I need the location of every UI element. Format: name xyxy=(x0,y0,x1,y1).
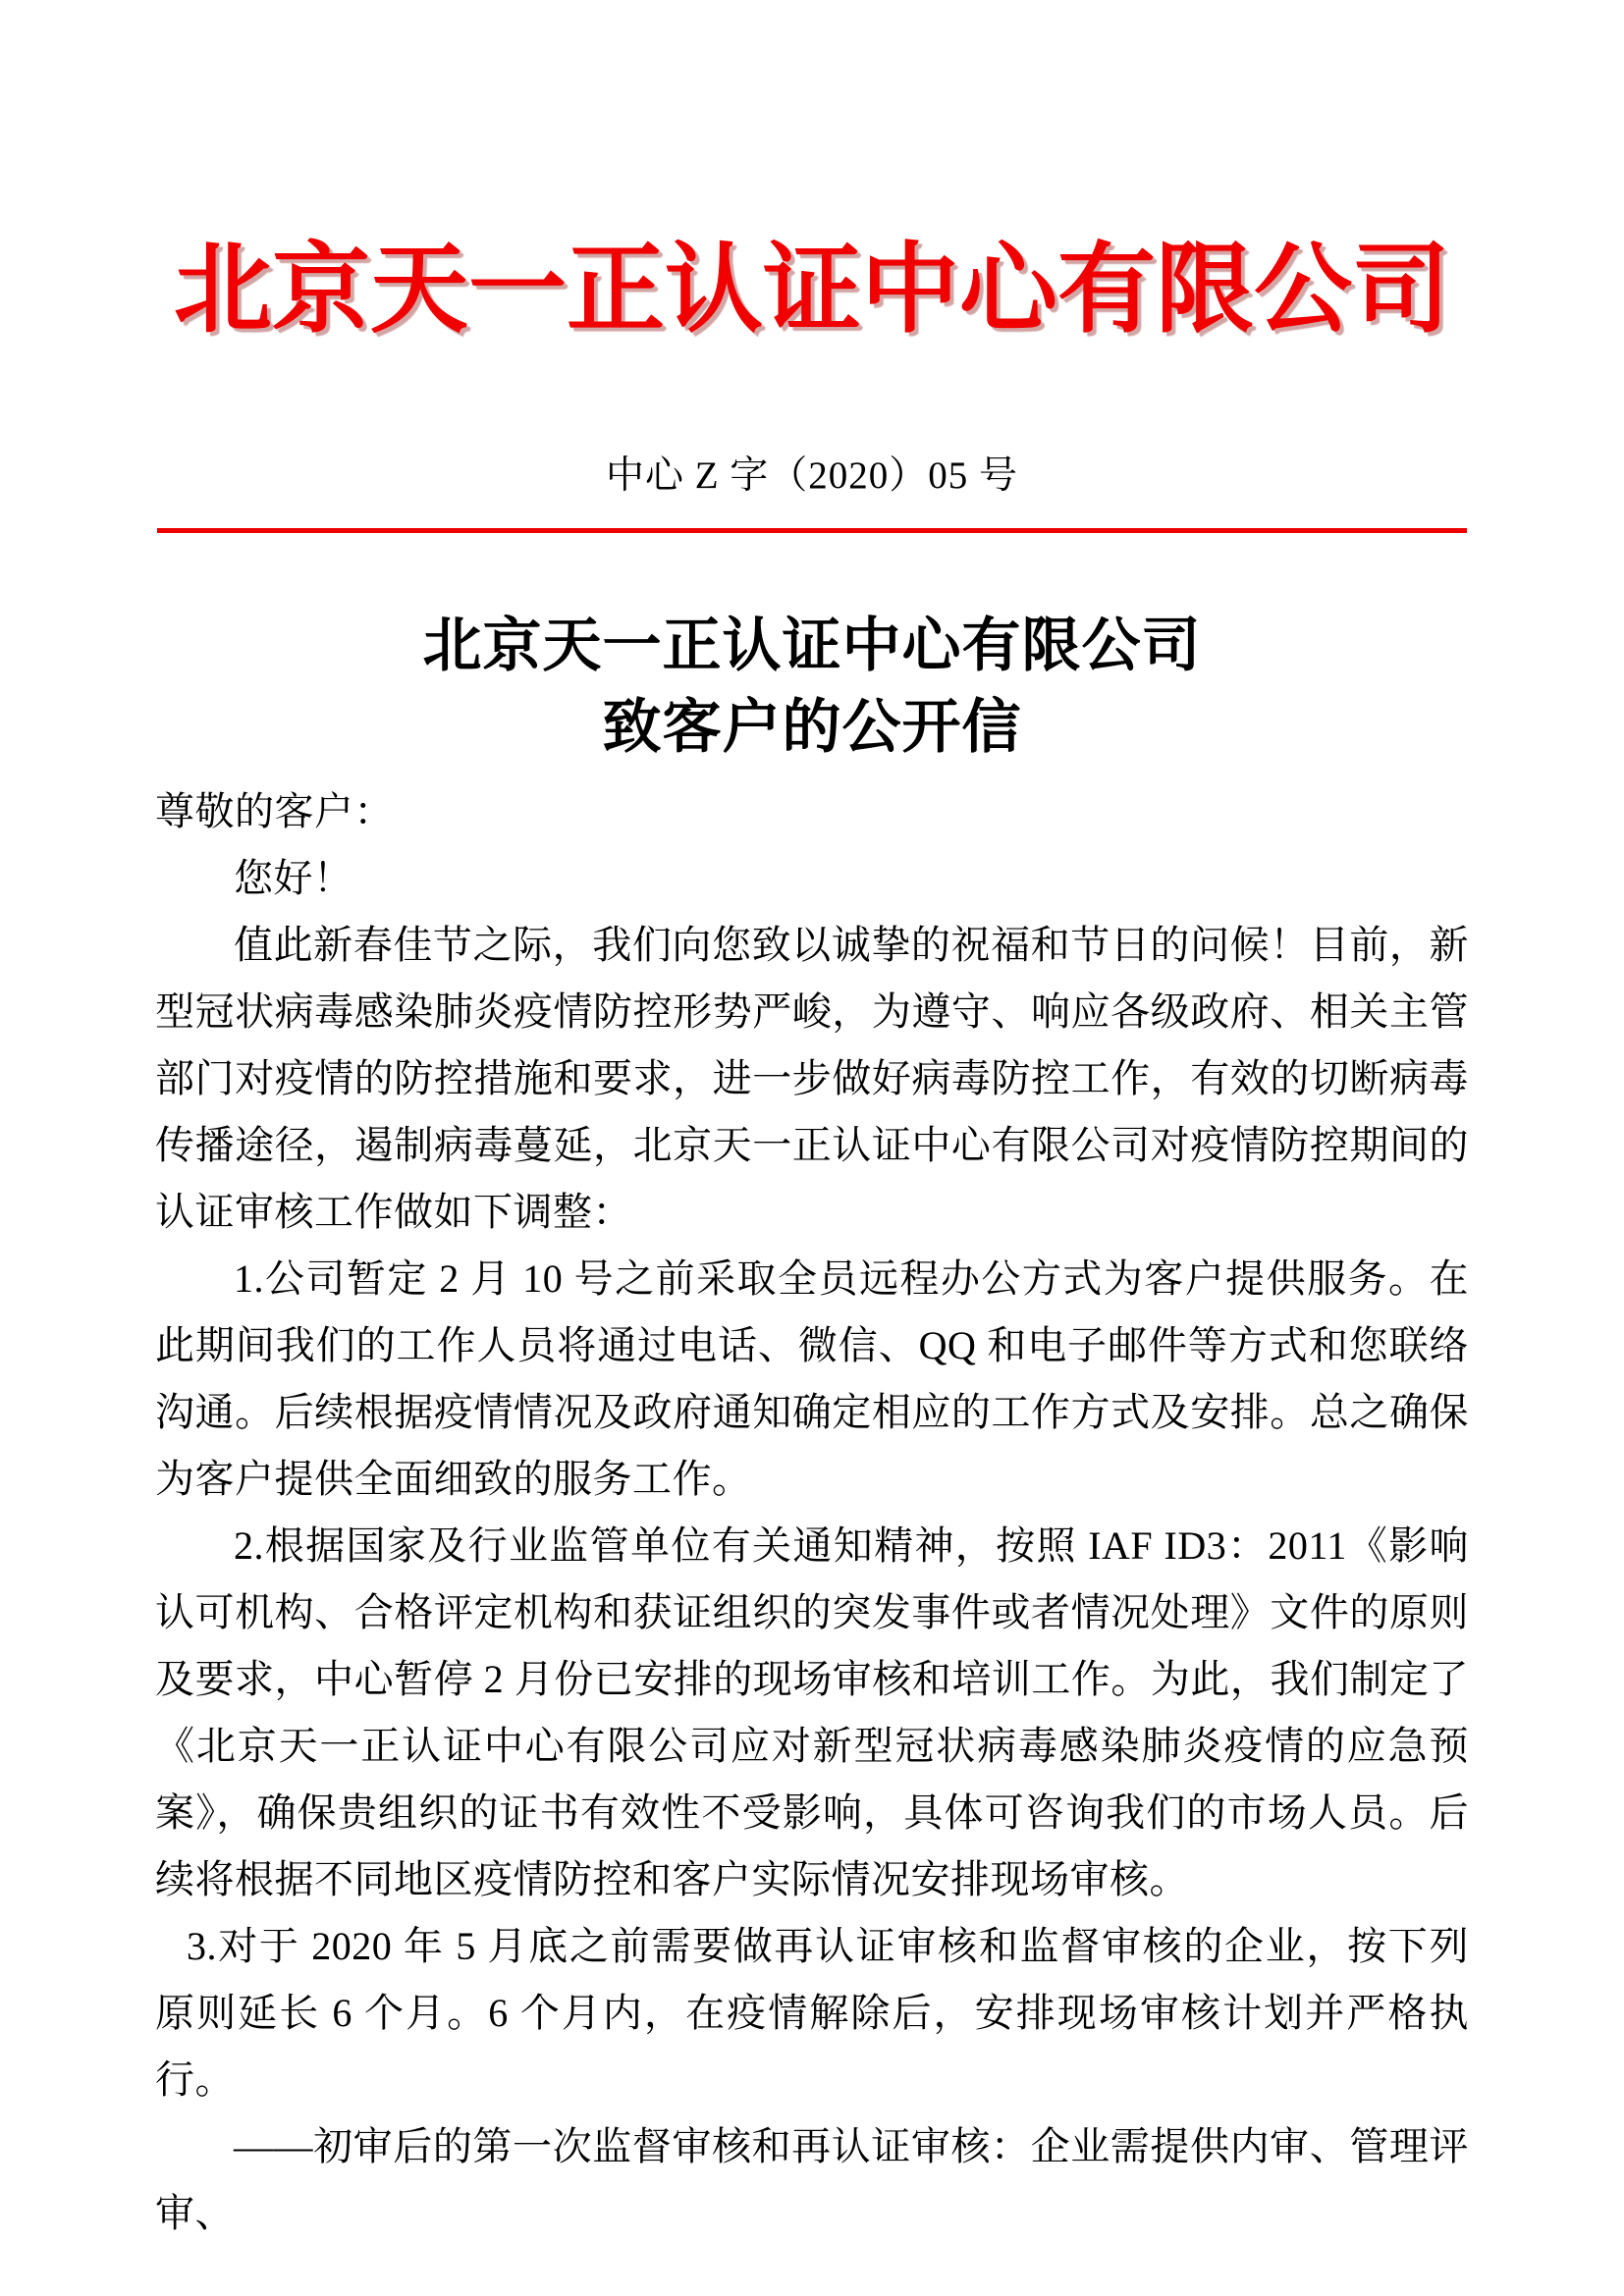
letter-title-line1: 北京天一正认证中心有限公司 xyxy=(422,614,1202,678)
letter-paragraph-5: 2.根据国家及行业监管单位有关通知精神，按照 IAF ID3：2011《影响认可机构、合格评定机构和获证组织的突发事件或者情况处理》文件的原则及要求，中心暂停 2 月份已安排的现场审核和培训工作。为此，我们制定了《北京天一正认证中心有限公司应对新型冠状病毒感染肺炎疫情的应急预案》，确保贵组织的证书有效性不受影响，具体可咨询我们的市场人员。后续将根据不同地区疫情防控和客户实际情况安排现场审核。 xyxy=(155,1523,1469,1901)
letter-paragraph-2: 您好！ xyxy=(234,856,353,900)
letter-paragraph-3: 值此新春佳节之际，我们向您致以诚挚的祝福和节日的问候！目前，新型冠状病毒感染肺炎疫情防控形势严峻，为遵守、响应各级政府、相关主管部门对疫情的防控措施和要求，进一步做好病毒防控工作，有效的切断病毒传播途径，遏制病毒蔓延，北京天一正认证中心有限公司对疫情防控期间的认证审核工作做如下调整： xyxy=(155,923,1469,1234)
letter-title-line2: 致客户的公开信 xyxy=(602,695,1022,760)
letterhead-company-name: 北京天一正认证中心有限公司 xyxy=(174,231,1450,347)
letterhead-divider-rule xyxy=(157,528,1467,533)
letter-paragraph-4: 1.公司暂定 2 月 10 号之前采取全员远程办公方式为客户提供服务。在此期间我们的工作人员将通过电话、微信、QQ 和电子邮件等方式和您联络沟通。后续根据疫情情况及政府通知确定相应的工作方式及安排。总之确保为客户提供全面细致的服务工作。 xyxy=(155,1256,1469,1501)
letter-title xyxy=(0,606,1624,769)
letter-paragraph-6: 3.对于 2020 年 5 月底之前需要做再认证审核和监督审核的企业，按下列原则延长 6 个月。6 个月内，在疫情解除后，安排现场审核计划并严格执行。 xyxy=(155,1924,1469,2102)
document-number: 中心 Z 字（2020）05 号 xyxy=(605,454,1019,497)
letter-paragraph-7: ——初审后的第一次监督审核和再认证审核：企业需提供内审、管理评审、 xyxy=(155,2124,1469,2235)
letter-body xyxy=(155,778,1469,2247)
letter-paragraph-1: 尊敬的客户： xyxy=(155,789,394,833)
